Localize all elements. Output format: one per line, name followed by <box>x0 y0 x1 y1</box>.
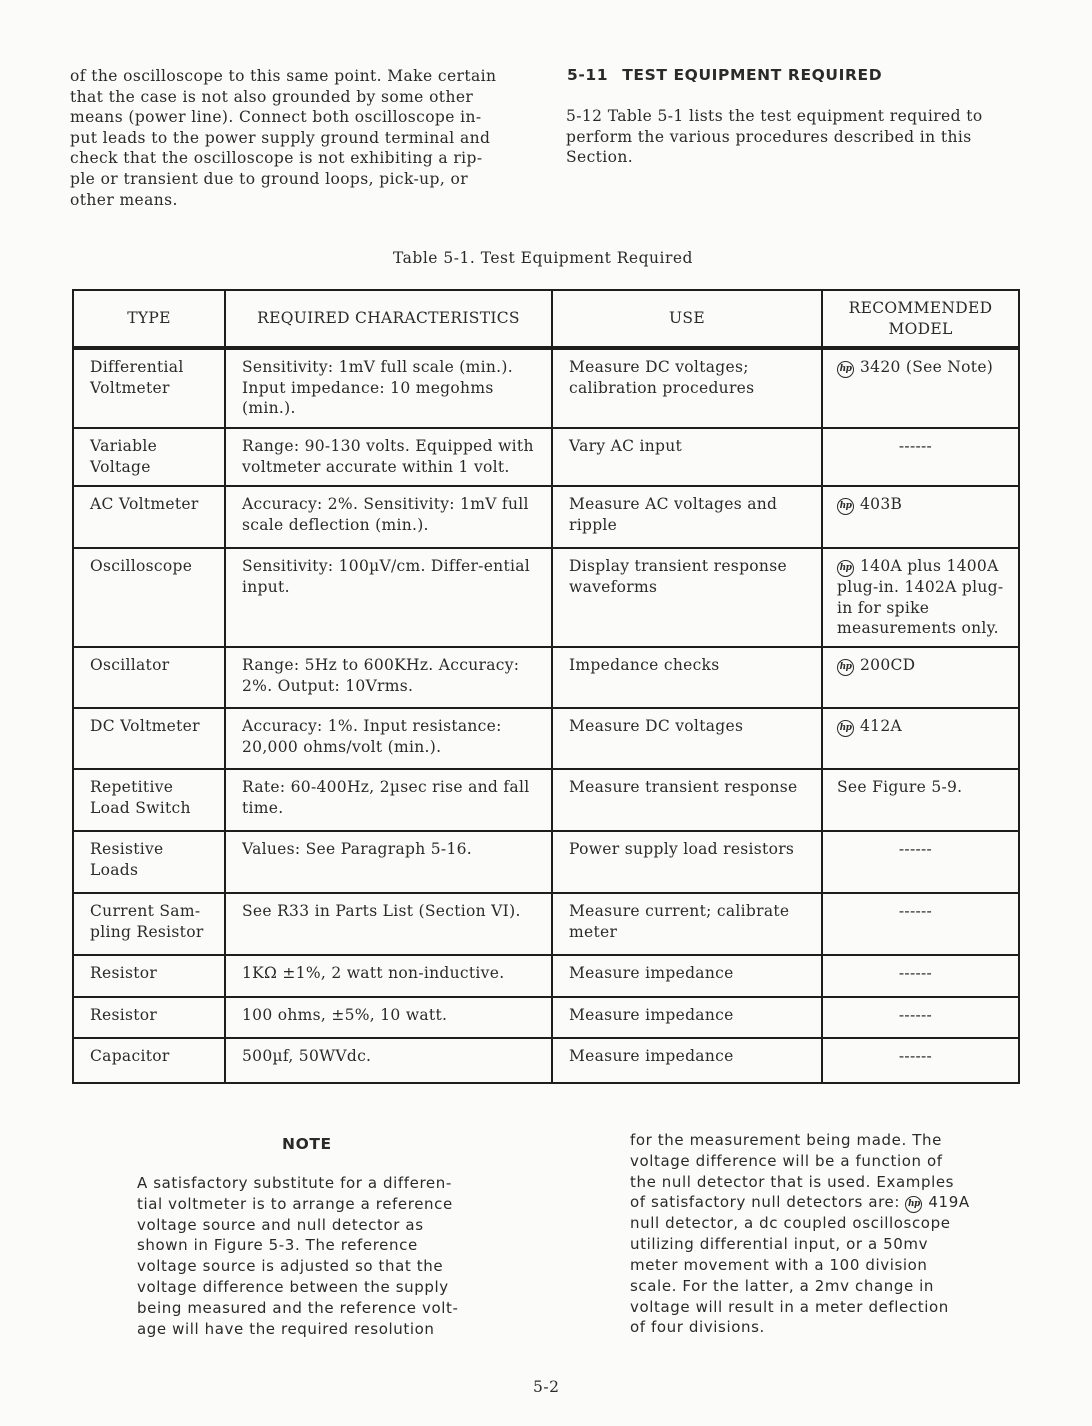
cell-characteristics-text: Rate: 60-400Hz, 2µsec rise and fall time. <box>242 778 530 817</box>
hp-logo-icon: hp <box>837 659 854 676</box>
note-heading: NOTE <box>282 1135 332 1153</box>
cell-use-text: Power supply load resistors <box>569 840 795 858</box>
header-use: USE <box>552 290 822 348</box>
cell-use-text: Measure current; calibrate meter <box>569 902 790 941</box>
cell-model-text: ------ <box>898 1006 933 1024</box>
cell-model <box>822 548 1019 647</box>
cell-type-text: Variable Voltage <box>90 437 158 476</box>
cell-characteristics <box>225 548 552 647</box>
cell-use <box>552 893 822 955</box>
cell-type-text: Capacitor <box>90 1047 170 1065</box>
cell-model <box>822 893 1019 955</box>
cell-characteristics-text: Range: 90-130 volts. Equipped with voltmeter accurate within 1 volt. <box>242 437 534 476</box>
cell-type-text: DC Voltmeter <box>90 717 200 735</box>
cell-characteristics-text: Accuracy: 2%. Sensitivity: 1mV full scale deflection (min.). <box>242 495 529 534</box>
cell-type-text: Resistor <box>90 1006 158 1024</box>
cell-characteristics <box>225 708 552 769</box>
cell-characteristics-text: Values: See Paragraph 5-16. <box>242 840 472 858</box>
cell-use <box>552 955 822 997</box>
cell-model <box>822 486 1019 548</box>
cell-type <box>73 708 225 769</box>
cell-type <box>73 647 225 708</box>
cell-model <box>822 428 1019 486</box>
cell-use-text: Measure transient response <box>569 778 798 796</box>
table-row <box>73 548 1019 647</box>
cell-type-text: Resistive Loads <box>90 840 164 879</box>
cell-type <box>73 428 225 486</box>
header-type: TYPE <box>73 290 225 348</box>
cell-use-text: Measure DC voltages; calibration procedures <box>569 358 755 397</box>
cell-use <box>552 428 822 486</box>
cell-use <box>552 831 822 893</box>
section-title: TEST EQUIPMENT REQUIRED <box>622 66 883 84</box>
cell-characteristics-text: Sensitivity: 100µV/cm. Differ-ential input. <box>242 557 531 596</box>
cell-model-text: 3420 (See Note) <box>860 358 994 376</box>
hp-logo-icon: hp <box>837 720 854 737</box>
cell-type-text: Resistor <box>90 964 158 982</box>
intro-paragraph: of the oscilloscope to this same point. Make certain that the case is not also grounded by some other means (power line). Connect both oscilloscope in- put leads to the power supply ground terminal and check that the oscilloscope is not exhibiting a rip- ple or transient due to ground loops, pick-up, or other means. <box>70 67 497 209</box>
cell-use-text: Measure DC voltages <box>569 717 744 735</box>
cell-model-text: ------ <box>898 964 933 982</box>
cell-model-text: ------ <box>898 437 933 455</box>
hp-logo-icon: hp <box>837 361 854 378</box>
hp-logo-icon: hp <box>837 560 854 577</box>
cell-type <box>73 831 225 893</box>
header-model: RECOMMENDED MODEL <box>822 290 1019 348</box>
cell-use-text: Display transient response waveforms <box>569 557 787 596</box>
cell-use <box>552 548 822 647</box>
cell-model-text: 200CD <box>860 656 916 674</box>
cell-use <box>552 348 822 428</box>
cell-model-text: ------ <box>898 1047 933 1065</box>
cell-characteristics <box>225 955 552 997</box>
hp-logo-icon: hp <box>837 498 854 515</box>
cell-model <box>822 769 1019 831</box>
table-row <box>73 486 1019 548</box>
cell-use-text: Measure impedance <box>569 1006 734 1024</box>
note-left-text: A satisfactory substitute for a differen- tial voltmeter is to arrange a reference voltage source and null detector as shown in Figure 5-3. The reference voltage source is adjusted so that the voltage difference between the supply being measured and the reference volt- age will have the required resolution <box>137 1174 459 1338</box>
test-equipment-table <box>72 289 1020 1084</box>
page-number: 5-2 <box>533 1378 560 1396</box>
cell-use <box>552 1038 822 1083</box>
cell-type <box>73 348 225 428</box>
cell-characteristics <box>225 997 552 1038</box>
cell-use-text: Measure impedance <box>569 1047 734 1065</box>
cell-model <box>822 708 1019 769</box>
cell-type <box>73 893 225 955</box>
cell-use <box>552 708 822 769</box>
cell-type <box>73 1038 225 1083</box>
cell-type-text: Oscilloscope <box>90 557 193 575</box>
cell-characteristics-text: 500µf, 50WVdc. <box>242 1047 372 1065</box>
cell-use <box>552 486 822 548</box>
cell-model <box>822 955 1019 997</box>
table-row <box>73 831 1019 893</box>
cell-model <box>822 647 1019 708</box>
table-row <box>73 647 1019 708</box>
hp-logo-icon: hp <box>905 1196 922 1213</box>
cell-use-text: Vary AC input <box>569 437 683 455</box>
cell-use-text: Measure impedance <box>569 964 734 982</box>
cell-model-text: 403B <box>860 495 903 513</box>
cell-model <box>822 348 1019 428</box>
note-right-part-2: 419A null detector, a dc coupled oscilloscope utilizing differential input, or a 50mv meter movement with a 100 division scale. For the latter, a 2mv change in voltage will result in a meter deflection of four divisions. <box>630 1193 970 1337</box>
table-caption: Table 5-1. Test Equipment Required <box>393 249 693 267</box>
table-row <box>73 1038 1019 1083</box>
cell-model-text: See Figure 5-9. <box>837 778 963 796</box>
table-row <box>73 769 1019 831</box>
cell-use-text: Impedance checks <box>569 656 720 674</box>
cell-type-text: AC Voltmeter <box>90 495 199 513</box>
section-paragraph: 5-12 Table 5-1 lists the test equipment required to perform the various procedures described in this Section. <box>566 107 983 167</box>
cell-characteristics <box>225 831 552 893</box>
cell-use-text: Measure AC voltages and ripple <box>569 495 778 534</box>
table-row <box>73 428 1019 486</box>
cell-type-text: Oscillator <box>90 656 170 674</box>
cell-model <box>822 831 1019 893</box>
cell-model-text: 140A plus 1400A plug-in. 1402A plug-in for spike measurements only. <box>837 557 1004 638</box>
cell-model <box>822 1038 1019 1083</box>
cell-use <box>552 997 822 1038</box>
cell-characteristics <box>225 1038 552 1083</box>
note-right-part-1: for the measurement being made. The voltage difference will be a function of the null detector that is used. Examples of satisfactory null detectors are: <box>630 1131 955 1212</box>
cell-model-text: ------ <box>898 840 933 858</box>
cell-type <box>73 955 225 997</box>
cell-characteristics-text: 1KΩ ±1%, 2 watt non-inductive. <box>242 964 505 982</box>
table-row <box>73 955 1019 997</box>
section-number: 5-11 <box>567 66 609 84</box>
table-row <box>73 708 1019 769</box>
table-header-row <box>73 290 1019 348</box>
section-heading <box>567 66 882 84</box>
cell-type-text: Differential Voltmeter <box>90 358 184 397</box>
cell-characteristics-text: See R33 in Parts List (Section VI). <box>242 902 521 920</box>
cell-characteristics-text: Range: 5Hz to 600KHz. Accuracy: 2%. Output: 10Vrms. <box>242 656 520 695</box>
cell-model-text: 412A <box>860 717 902 735</box>
cell-type <box>73 548 225 647</box>
note-right-text <box>630 1130 1080 1338</box>
cell-type-text: Current Sam-pling Resistor <box>90 902 204 941</box>
table-row <box>73 348 1019 428</box>
cell-characteristics <box>225 647 552 708</box>
cell-characteristics-text: 100 ohms, ±5%, 10 watt. <box>242 1006 448 1024</box>
header-characteristics: REQUIRED CHARACTERISTICS <box>225 290 552 348</box>
cell-model-text: ------ <box>898 902 933 920</box>
cell-characteristics <box>225 348 552 428</box>
cell-use <box>552 769 822 831</box>
cell-characteristics <box>225 769 552 831</box>
cell-characteristics-text: Sensitivity: 1mV full scale (min.). Input impedance: 10 megohms (min.). <box>242 358 513 418</box>
cell-model <box>822 997 1019 1038</box>
cell-use <box>552 647 822 708</box>
cell-type <box>73 997 225 1038</box>
cell-characteristics <box>225 428 552 486</box>
table-row <box>73 893 1019 955</box>
cell-type-text: Repetitive Load Switch <box>90 778 191 817</box>
cell-type <box>73 769 225 831</box>
cell-characteristics <box>225 893 552 955</box>
cell-characteristics <box>225 486 552 548</box>
cell-type <box>73 486 225 548</box>
cell-characteristics-text: Accuracy: 1%. Input resistance: 20,000 ohms/volt (min.). <box>242 717 502 756</box>
table-row <box>73 997 1019 1038</box>
